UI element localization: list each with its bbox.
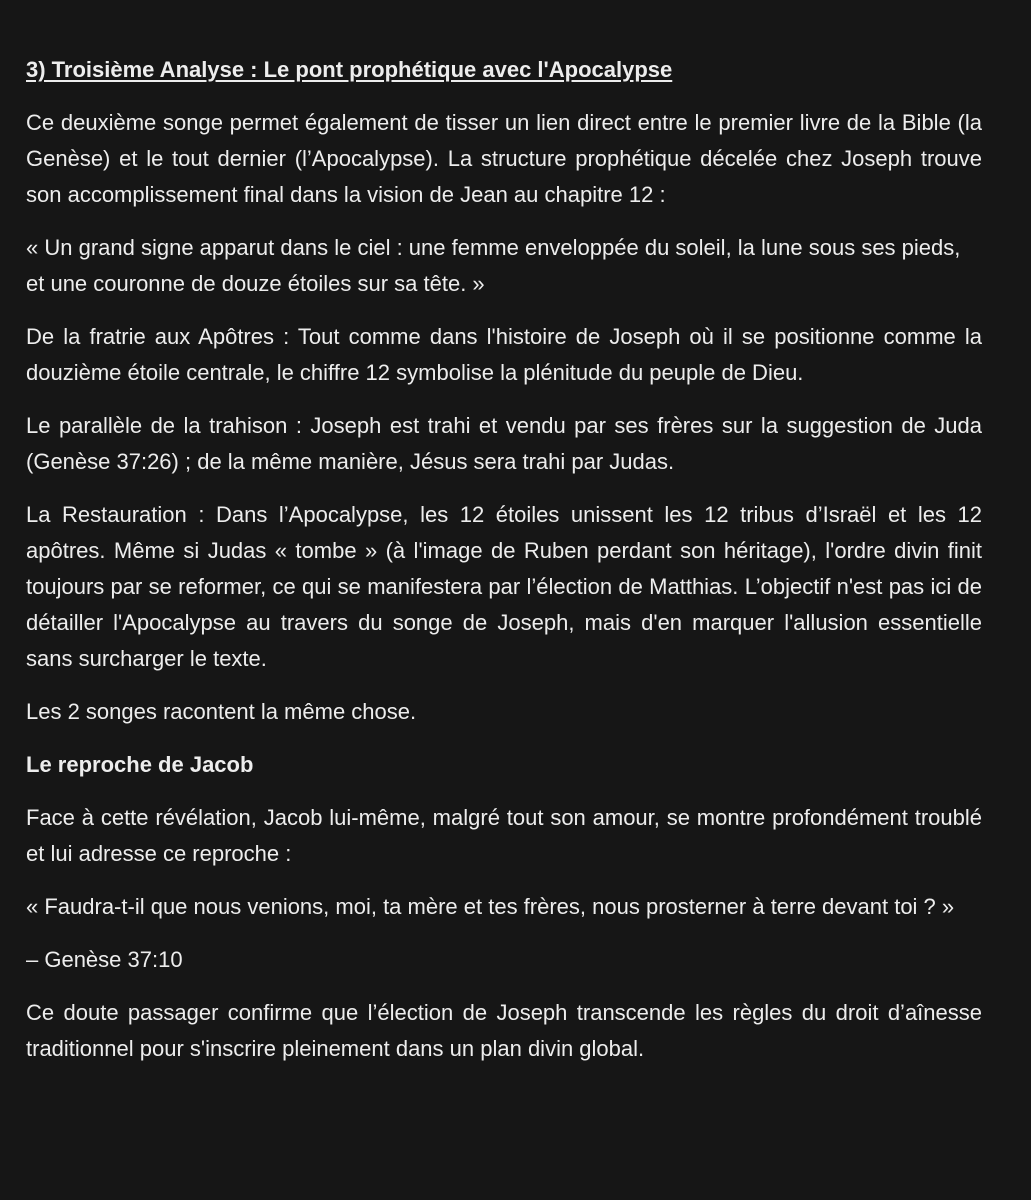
conclusion-paragraph: Ce doute passager confirme que l’élection de Joseph transcende les règles du droit d’aînesse traditionnel pour s'inscrire pleinement dans un plan divin global.	[26, 1000, 982, 1061]
apocalypse-quote: « Un grand signe apparut dans le ciel : une femme enveloppée du soleil, la lune sous ses pieds, et une couronne de douze étoiles sur sa tête. »	[26, 235, 961, 296]
deux-songes-paragraph: Les 2 songes racontent la même chose.	[26, 699, 417, 724]
trahison-paragraph: Le parallèle de la trahison : Joseph est trahi et vendu par ses frères sur la suggestion de Juda (Genèse 37:26) ; de la même manière, Jésus sera trahi par Judas.	[26, 413, 982, 474]
jacob-quote: « Faudra-t-il que nous venions, moi, ta mère et tes frères, nous prosterner à terre devant toi ? »	[26, 894, 955, 919]
section-title: 3) Troisième Analyse : Le pont prophétique avec l'Apocalypse	[26, 57, 673, 82]
fratrie-paragraph: De la fratrie aux Apôtres : Tout comme dans l'histoire de Joseph où il se positionne comme la douzième étoile centrale, le chiffre 12 symbolise la plénitude du peuple de Dieu.	[26, 324, 982, 385]
document-body	[26, 52, 982, 1084]
reproche-heading: Le reproche de Jacob	[26, 752, 254, 777]
face-paragraph: Face à cette révélation, Jacob lui-même, malgré tout son amour, se montre profondément troublé et lui adresse ce reproche :	[26, 805, 982, 866]
quote-reference: – Genèse 37:10	[26, 947, 183, 972]
intro-paragraph: Ce deuxième songe permet également de tisser un lien direct entre le premier livre de la Bible (la Genèse) et le tout dernier (l’Apocalypse). La structure prophétique décelée chez Joseph trouve son accomplissement final dans la vision de Jean au chapitre 12 :	[26, 110, 982, 207]
restauration-paragraph: La Restauration : Dans l’Apocalypse, les 12 étoiles unissent les 12 tribus d’Israël et les 12 apôtres. Même si Judas « tombe » (à l'image de Ruben perdant son héritage), l'ordre divin finit toujours par se reformer, ce qui se manifestera par l’élection de Matthias. L’objectif n'est pas ici de détailler l'Apocalypse au travers du songe de Joseph, mais d'en marquer l'allusion essentielle sans surcharger le texte.	[26, 502, 982, 671]
